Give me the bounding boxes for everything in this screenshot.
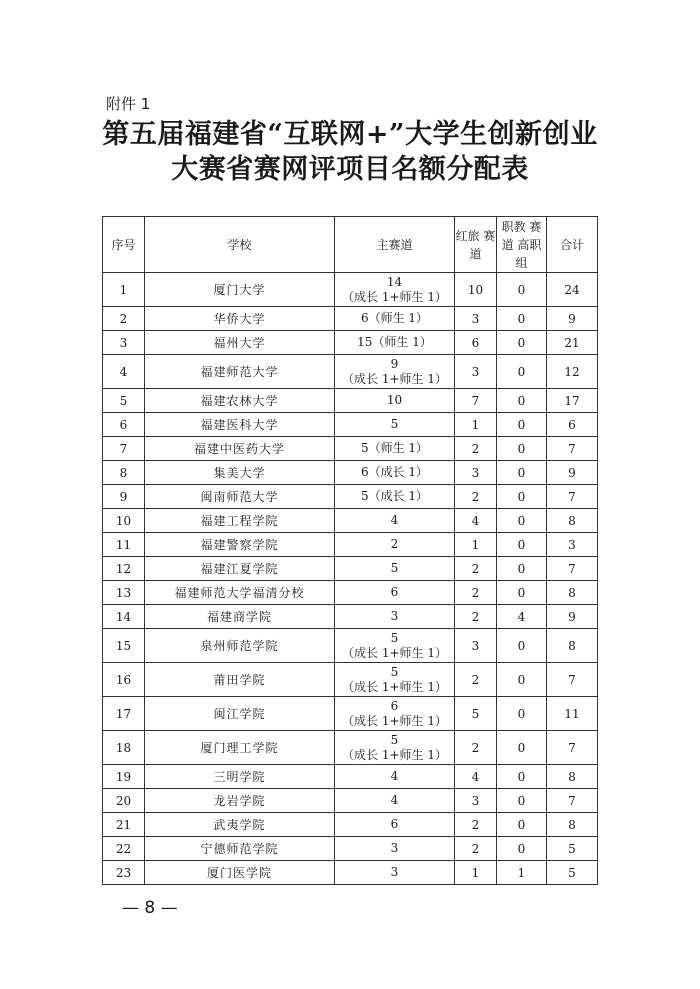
main-track-line: （成长 1+师生 1） [342,289,447,304]
header-red-line: 赛道 [469,228,496,261]
table-row [103,273,598,307]
cell-red-track: 2 [455,605,497,629]
attachment-label: 附件 1 [106,95,151,113]
cell-red-track: 4 [455,765,497,789]
cell-red-track: 4 [455,509,497,533]
cell-school: 福建医科大学 [145,413,335,437]
cell-school: 三明学院 [145,765,335,789]
cell-vocational-track: 0 [497,731,547,765]
header-voc-line: 赛道 [501,219,542,252]
cell-red-track: 3 [455,307,497,331]
cell-index: 7 [103,437,145,461]
cell-main-track [335,389,455,413]
main-track-line: 4 [390,513,399,527]
cell-red-track: 2 [455,437,497,461]
main-track-line: 3 [390,865,399,879]
cell-total: 7 [547,789,598,813]
main-track-line: 6（师生 1） [360,311,429,325]
cell-vocational-track: 0 [497,485,547,509]
main-track-line: 5 [390,561,399,575]
table-row [103,837,598,861]
cell-index: 1 [103,273,145,307]
cell-main-track [335,273,455,307]
document-title-line-1: 第五届福建省“互联网+”大学生创新创业 [102,119,598,150]
main-track-line: 5 [390,630,399,645]
cell-total: 21 [547,331,598,355]
header-main-track: 主赛道 [335,217,455,273]
header-red-track [455,217,497,273]
main-track-line: 5 [390,732,399,747]
main-track-line: 6 [390,698,399,713]
cell-main-track [335,765,455,789]
main-track-line: 5（师生 1） [360,441,429,455]
cell-school: 厦门理工学院 [145,731,335,765]
cell-vocational-track: 0 [497,273,547,307]
cell-main-track [335,509,455,533]
cell-vocational-track: 0 [497,331,547,355]
cell-index: 11 [103,533,145,557]
page-number: — 8 — [122,898,178,918]
cell-main-track [335,581,455,605]
cell-total: 8 [547,509,598,533]
main-track-line: 14 [386,274,403,289]
main-track-line: （成长 1+师生 1） [342,713,447,728]
cell-school: 集美大学 [145,461,335,485]
table-row [103,557,598,581]
header-red-line: 红旅 [455,228,480,243]
cell-total: 5 [547,837,598,861]
cell-school: 华侨大学 [145,307,335,331]
cell-vocational-track: 0 [497,437,547,461]
cell-index: 20 [103,789,145,813]
table-row [103,765,598,789]
cell-school: 武夷学院 [145,813,335,837]
cell-school: 福建中医药大学 [145,437,335,461]
cell-vocational-track: 0 [497,557,547,581]
cell-vocational-track: 1 [497,861,547,885]
table-row [103,861,598,885]
cell-total: 8 [547,581,598,605]
cell-red-track: 1 [455,533,497,557]
table-row [103,331,598,355]
cell-main-track [335,731,455,765]
cell-vocational-track: 0 [497,765,547,789]
table-header-row [103,217,598,273]
cell-vocational-track: 0 [497,509,547,533]
main-track-line: 6 [390,585,399,599]
table-row [103,355,598,389]
main-track-line: 3 [390,609,399,623]
cell-vocational-track: 0 [497,581,547,605]
header-school: 学校 [145,217,335,273]
cell-index: 10 [103,509,145,533]
header-voc-line: 职教 [501,219,526,234]
cell-school: 福建师范大学 [145,355,335,389]
cell-main-track [335,485,455,509]
main-track-line: （成长 1+师生 1） [342,645,447,660]
cell-vocational-track: 0 [497,461,547,485]
cell-index: 23 [103,861,145,885]
cell-total: 9 [547,461,598,485]
cell-total: 11 [547,697,598,731]
cell-index: 22 [103,837,145,861]
cell-red-track: 3 [455,355,497,389]
table-row [103,461,598,485]
cell-total: 8 [547,629,598,663]
table-row [103,509,598,533]
main-track-line: 10 [386,393,403,407]
cell-red-track: 2 [455,731,497,765]
cell-index: 9 [103,485,145,509]
cell-red-track: 2 [455,813,497,837]
cell-red-track: 1 [455,861,497,885]
cell-red-track: 10 [455,273,497,307]
cell-main-track [335,557,455,581]
table-row [103,581,598,605]
table-row [103,485,598,509]
cell-index: 15 [103,629,145,663]
cell-index: 16 [103,663,145,697]
cell-vocational-track: 0 [497,389,547,413]
cell-vocational-track: 0 [497,697,547,731]
cell-vocational-track: 0 [497,663,547,697]
main-track-line: 2 [390,537,399,551]
table-row [103,629,598,663]
cell-main-track [335,813,455,837]
cell-main-track [335,789,455,813]
cell-vocational-track: 0 [497,355,547,389]
cell-school: 厦门大学 [145,273,335,307]
cell-vocational-track: 0 [497,629,547,663]
cell-main-track [335,629,455,663]
main-track-line: 6 [390,817,399,831]
main-track-line: 5（成长 1） [360,489,429,503]
main-track-line: 3 [390,841,399,855]
table-row [103,307,598,331]
main-track-line: 15（师生 1） [357,335,432,349]
cell-index: 13 [103,581,145,605]
cell-index: 14 [103,605,145,629]
cell-school: 泉州师范学院 [145,629,335,663]
cell-red-track: 2 [455,581,497,605]
cell-main-track [335,861,455,885]
cell-school: 厦门医学院 [145,861,335,885]
table-row [103,663,598,697]
table-row [103,389,598,413]
cell-main-track [335,437,455,461]
cell-school: 福州大学 [145,331,335,355]
cell-vocational-track: 0 [497,837,547,861]
cell-main-track [335,461,455,485]
table-row [103,533,598,557]
table-row [103,813,598,837]
cell-main-track [335,331,455,355]
cell-red-track: 2 [455,557,497,581]
cell-red-track: 1 [455,413,497,437]
cell-total: 7 [547,557,598,581]
cell-total: 8 [547,813,598,837]
cell-main-track [335,663,455,697]
table-row [103,697,598,731]
cell-main-track [335,605,455,629]
cell-main-track [335,697,455,731]
header-index: 序号 [103,217,145,273]
cell-red-track: 3 [455,789,497,813]
cell-vocational-track: 0 [497,533,547,557]
cell-school: 宁德师范学院 [145,837,335,861]
cell-index: 2 [103,307,145,331]
cell-school: 福建工程学院 [145,509,335,533]
table-row [103,789,598,813]
cell-index: 17 [103,697,145,731]
cell-index: 8 [103,461,145,485]
cell-school: 闽江学院 [145,697,335,731]
cell-red-track: 2 [455,837,497,861]
cell-vocational-track: 0 [497,789,547,813]
cell-red-track: 3 [455,461,497,485]
cell-index: 5 [103,389,145,413]
cell-school: 福建警察学院 [145,533,335,557]
cell-school: 莆田学院 [145,663,335,697]
main-track-line: （成长 1+师生 1） [342,679,447,694]
cell-total: 8 [547,765,598,789]
cell-red-track: 3 [455,629,497,663]
cell-total: 7 [547,437,598,461]
cell-vocational-track: 4 [497,605,547,629]
cell-vocational-track: 0 [497,813,547,837]
cell-vocational-track: 0 [497,307,547,331]
cell-school: 福建商学院 [145,605,335,629]
cell-total: 9 [547,605,598,629]
cell-red-track: 5 [455,697,497,731]
document-title-line-2: 大赛省赛网评项目名额分配表 [171,154,529,185]
main-track-line: 5 [390,664,399,679]
main-track-line: 6（成长 1） [360,465,429,479]
cell-school: 福建农林大学 [145,389,335,413]
cell-total: 6 [547,413,598,437]
cell-index: 6 [103,413,145,437]
table-row [103,437,598,461]
cell-red-track: 6 [455,331,497,355]
cell-main-track [335,413,455,437]
main-track-line: 5 [390,417,399,431]
cell-total: 7 [547,731,598,765]
cell-total: 3 [547,533,598,557]
table-row [103,731,598,765]
cell-red-track: 7 [455,389,497,413]
main-track-line: 9 [390,356,399,371]
cell-index: 12 [103,557,145,581]
header-voc-line: 高职组 [515,237,542,270]
cell-school: 闽南师范大学 [145,485,335,509]
cell-total: 9 [547,307,598,331]
cell-index: 21 [103,813,145,837]
cell-total: 24 [547,273,598,307]
cell-main-track [335,355,455,389]
cell-main-track [335,837,455,861]
main-track-line: （成长 1+师生 1） [342,747,447,762]
cell-school: 福建师范大学福清分校 [145,581,335,605]
cell-school: 龙岩学院 [145,789,335,813]
cell-main-track [335,307,455,331]
main-track-line: 4 [390,793,399,807]
cell-index: 4 [103,355,145,389]
cell-total: 17 [547,389,598,413]
cell-vocational-track: 0 [497,413,547,437]
cell-index: 19 [103,765,145,789]
table-row [103,605,598,629]
cell-index: 3 [103,331,145,355]
cell-total: 5 [547,861,598,885]
main-track-line: 4 [390,769,399,783]
cell-index: 18 [103,731,145,765]
cell-school: 福建江夏学院 [145,557,335,581]
cell-total: 7 [547,485,598,509]
cell-red-track: 2 [455,485,497,509]
cell-main-track [335,533,455,557]
cell-total: 12 [547,355,598,389]
table-row [103,413,598,437]
cell-red-track: 2 [455,663,497,697]
header-vocational-track [497,217,547,273]
main-track-line: （成长 1+师生 1） [342,371,447,386]
quota-table [102,216,598,885]
cell-total: 7 [547,663,598,697]
header-total: 合计 [547,217,598,273]
table-body [103,273,598,885]
